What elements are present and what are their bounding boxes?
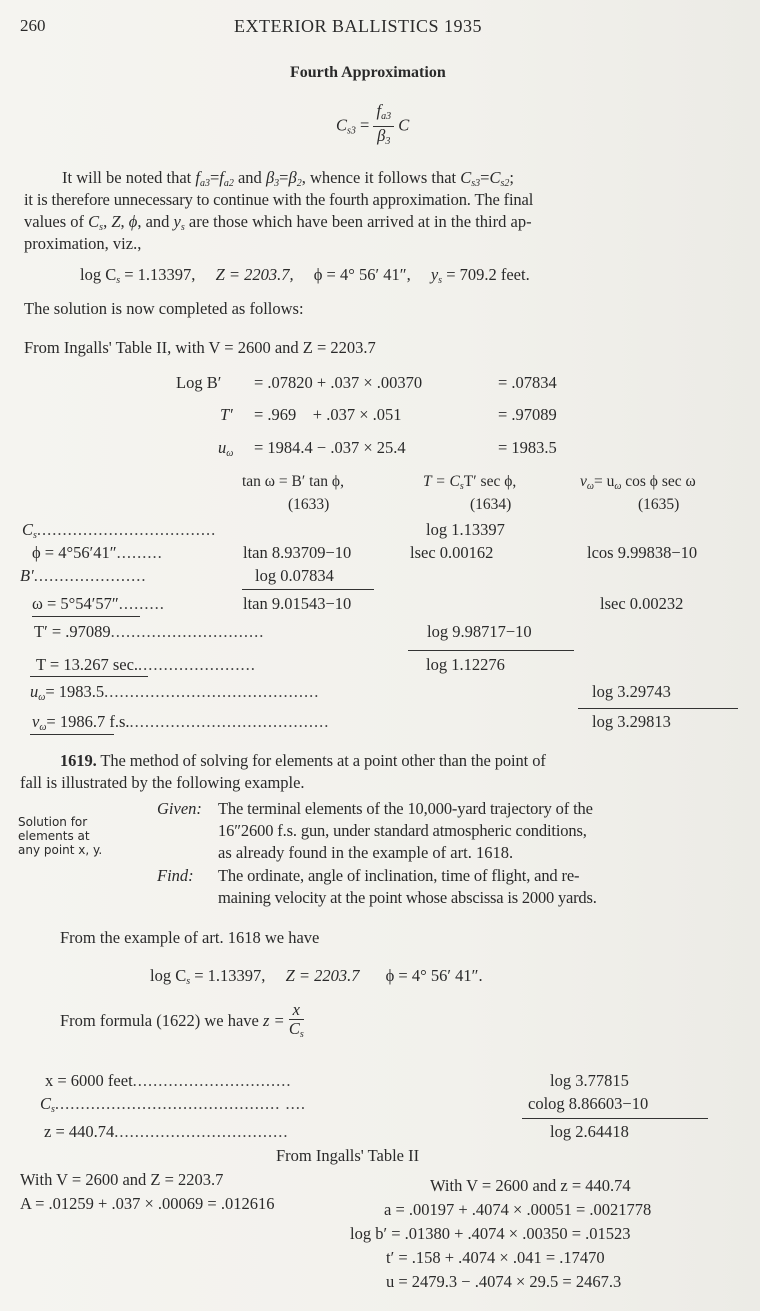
text-fragment: = 1.13397, xyxy=(120,265,196,284)
sum-rule xyxy=(408,650,574,651)
text-fragment: 1619. xyxy=(60,751,97,770)
ingalls2-right-row: u = 2479.3 − .4074 × 29.5 = 2467.3 xyxy=(386,1272,622,1291)
ingalls-row-result: = 1983.5 xyxy=(498,438,557,457)
log-row-label xyxy=(32,594,165,614)
text-fragment: The method of solving for elements at a point other than the point of xyxy=(96,751,546,770)
text-fragment: u xyxy=(30,682,39,701)
text-fragment: s xyxy=(186,976,191,987)
text-fragment: From formula (1622) we have xyxy=(60,1011,263,1030)
solution-intro: The solution is now completed as follows: xyxy=(24,299,304,318)
text-fragment: y xyxy=(173,212,181,231)
text-fragment: z = xyxy=(263,1011,285,1030)
text-fragment: log C xyxy=(150,966,187,985)
z-row-value: colog 8.86603−10 xyxy=(528,1094,649,1113)
dot-leader: ................................... xyxy=(36,520,217,539)
page-number: 260 xyxy=(20,16,46,35)
text-fragment: z = 440.74 xyxy=(44,1122,115,1141)
text-fragment: C xyxy=(40,1094,52,1113)
text-fragment: Z xyxy=(111,212,121,231)
formula-1635-number: (1635) xyxy=(638,496,680,513)
text-fragment: ϕ = 4° 56′ 41″, xyxy=(313,265,411,284)
text-fragment: T = C xyxy=(423,473,460,490)
log-row-value: lsec 0.00162 xyxy=(410,543,494,562)
text-fragment: a2 xyxy=(223,178,234,189)
find-label: Find: xyxy=(157,866,194,885)
text-fragment: C xyxy=(489,168,501,187)
text-fragment: , whence it follows that xyxy=(301,168,461,187)
dot-leader: ......... xyxy=(118,594,165,613)
art-1619-line1 xyxy=(60,751,546,771)
side-note: elements at xyxy=(18,829,90,843)
text-fragment: It will be noted that xyxy=(62,168,196,187)
formula-num: f xyxy=(376,101,382,120)
text-fragment: ω = 5°54′57″ xyxy=(32,594,119,613)
final-values xyxy=(80,265,530,291)
dot-leader: ....................................... xyxy=(129,712,330,731)
given-line: The terminal elements of the 10,000-yard trajectory of the xyxy=(218,799,593,818)
example-values xyxy=(150,966,483,992)
text-fragment: = xyxy=(279,168,289,187)
text-fragment: values of xyxy=(24,212,89,231)
text-fragment: = 1.13397, xyxy=(190,966,266,985)
art-1619-line2: fall is illustrated by the following example. xyxy=(20,773,305,792)
find-line: maining velocity at the point whose abscissa is 2000 yards. xyxy=(218,888,597,907)
sum-rule xyxy=(242,589,374,590)
z-row-label xyxy=(40,1094,306,1120)
log-row-value: log 1.13397 xyxy=(426,520,505,539)
text-fragment: = xyxy=(360,115,374,135)
formula-1633-number: (1633) xyxy=(288,496,330,513)
dot-leader: ....................... xyxy=(138,655,256,674)
text-fragment: T′ = .97089 xyxy=(34,622,111,641)
text-fragment: s xyxy=(459,481,464,492)
text-fragment: , and xyxy=(137,212,174,231)
formula-num-sub: a3 xyxy=(381,111,392,122)
text-fragment: ω xyxy=(39,722,47,733)
text-fragment: β xyxy=(265,168,275,187)
ingalls-row-lhs: T′ xyxy=(220,405,233,424)
side-note: any point x, y. xyxy=(18,843,103,857)
text-fragment: ω xyxy=(38,692,46,703)
z-row-label xyxy=(44,1122,289,1142)
ingalls2-right-row: t′ = .158 + .4074 × .041 = .17470 xyxy=(386,1248,605,1267)
ingalls-row-expr: = .07820 + .037 × .00370 xyxy=(254,373,423,392)
text-fragment: log C xyxy=(80,265,117,284)
formula-1622-fraction xyxy=(289,1001,304,1044)
text-fragment: ϕ xyxy=(128,212,138,231)
text-fragment: are those which have been arrived at in the third ap- xyxy=(184,212,532,231)
text-fragment: Z = 2203.7, xyxy=(215,265,294,284)
text-fragment: s xyxy=(51,1104,55,1115)
dot-leader: ......... xyxy=(116,543,163,562)
find-line: The ordinate, angle of inclination, time of flight, and re- xyxy=(218,866,580,885)
dot-leader: ............................................ .... xyxy=(54,1094,307,1113)
formula-lhs: C xyxy=(336,115,348,135)
formula-rhs: C xyxy=(398,115,410,135)
text-fragment: C xyxy=(22,520,34,539)
formula-1633: tan ω = B′ tan ϕ, xyxy=(242,473,344,490)
log-row-label xyxy=(34,622,264,642)
ingalls-intro: From Ingalls' Table II, with V = 2600 and Z = 2203.7 xyxy=(24,338,376,357)
text-fragment: a3 xyxy=(199,178,210,189)
log-row-value: lcos 9.99838−10 xyxy=(587,543,698,562)
text-fragment: T′ sec ϕ, xyxy=(463,473,517,490)
text-fragment: s2 xyxy=(500,178,510,189)
text-fragment: ω xyxy=(586,481,594,492)
text-fragment: , xyxy=(103,212,112,231)
text-fragment: s3 xyxy=(471,178,481,189)
dot-leader: .............................. xyxy=(110,622,265,641)
text-fragment: f xyxy=(195,168,200,187)
ingalls-row-result: = .07834 xyxy=(498,373,557,392)
ingalls-row-lhs xyxy=(218,438,233,464)
text-fragment: s xyxy=(299,1028,304,1040)
ingalls-row-lhs: Log B′ xyxy=(176,373,222,392)
log-row-label xyxy=(36,655,256,675)
ingalls2-right-head: With V = 2600 and z = 440.74 xyxy=(430,1176,631,1195)
text-fragment: ϕ = 4° 56′ 41″. xyxy=(385,966,483,985)
given-label: Given: xyxy=(157,799,202,818)
dot-leader: ............................... xyxy=(132,1071,292,1090)
text-fragment: = 1983.5 xyxy=(45,682,105,701)
log-row-value: ltan 9.01543−10 xyxy=(243,594,352,613)
text-fragment: s xyxy=(99,222,104,233)
ingalls2-right-row: a = .00197 + .4074 × .00051 = .0021778 xyxy=(384,1200,652,1219)
text-fragment: and xyxy=(233,168,266,187)
section-title: Fourth Approximation xyxy=(290,64,446,81)
text-fragment: ϕ = 4°56′41″ xyxy=(32,543,117,562)
ingalls2-left-row: A = .01259 + .037 × .00069 = .012616 xyxy=(20,1194,275,1213)
ingalls2-right-row: log b′ = .01380 + .4074 × .00350 = .01523 xyxy=(350,1224,631,1243)
running-title: EXTERIOR BALLISTICS 1935 xyxy=(234,16,482,36)
text-fragment: Z = 2203.7 xyxy=(285,966,360,985)
text-fragment: y xyxy=(430,265,439,284)
underline-rule xyxy=(32,616,140,617)
dot-leader: .......................................... xyxy=(104,682,320,701)
dot-leader: ...................... xyxy=(33,566,147,585)
formula-1634-number: (1634) xyxy=(470,496,512,513)
fourth-approx-formula xyxy=(336,102,409,148)
dot-leader: .................................. xyxy=(114,1122,289,1141)
log-row-value: log 9.98717−10 xyxy=(427,622,532,641)
formula-1635 xyxy=(580,472,696,497)
ingalls-row-result: = .97089 xyxy=(498,405,557,424)
z-row-value: log 2.64418 xyxy=(550,1122,629,1141)
ingalls2-title: From Ingalls' Table II xyxy=(276,1146,420,1165)
text-fragment: ; xyxy=(509,168,514,187)
underline-rule xyxy=(30,676,148,677)
log-row-value: log 3.29743 xyxy=(592,682,671,701)
text-fragment: s xyxy=(33,530,37,541)
formula-1634 xyxy=(423,472,516,497)
text-fragment: v xyxy=(580,473,587,490)
formula-1622-line xyxy=(60,996,304,1046)
para1-line2: it is therefore unnecessary to continue with the fourth approximation. The final xyxy=(24,190,534,209)
given-line: as already found in the example of art. 1618. xyxy=(218,843,514,862)
text-fragment: β xyxy=(288,168,297,187)
text-fragment: ω xyxy=(614,481,622,492)
text-fragment: B′ xyxy=(20,566,34,585)
formula-fraction xyxy=(373,102,394,151)
text-fragment: C xyxy=(288,1018,300,1038)
text-fragment: x xyxy=(289,1001,304,1020)
text-fragment xyxy=(289,1020,304,1044)
text-fragment xyxy=(373,102,394,127)
log-row-label xyxy=(30,682,319,708)
z-row-value: log 3.77815 xyxy=(550,1071,629,1090)
log-row-value: lsec 0.00232 xyxy=(600,594,684,613)
text-fragment: = u xyxy=(593,473,615,490)
text-fragment: v xyxy=(32,712,40,731)
text-fragment: C xyxy=(88,212,100,231)
formula-den-sub: 3 xyxy=(385,136,391,147)
sum-rule xyxy=(578,708,738,709)
para1-line4: proximation, viz., xyxy=(24,234,142,253)
text-fragment: cos ϕ sec ω xyxy=(621,473,696,490)
underline-rule xyxy=(30,734,114,735)
log-row-value: ltan 8.93709−10 xyxy=(243,543,352,562)
text-fragment: x = 6000 feet xyxy=(45,1071,133,1090)
text-fragment: s xyxy=(180,222,185,233)
formula-lhs-sub: s3 xyxy=(347,125,356,137)
text-fragment: C xyxy=(460,168,472,187)
text-fragment: f xyxy=(219,168,224,187)
sum-rule xyxy=(522,1118,708,1119)
text-fragment: = 709.2 feet. xyxy=(442,265,530,284)
text-fragment: 2 xyxy=(296,178,302,189)
side-note: Solution for xyxy=(18,815,88,829)
text-fragment: s xyxy=(116,275,121,286)
log-row-value: log 1.12276 xyxy=(426,655,505,674)
text-fragment: u xyxy=(218,438,227,457)
log-row-label xyxy=(32,543,163,563)
text-fragment: s xyxy=(438,275,443,286)
text-fragment: , xyxy=(120,212,129,231)
ingalls2-left-head: With V = 2600 and Z = 2203.7 xyxy=(20,1170,224,1189)
ingalls-row-expr: = .969 + .037 × .051 xyxy=(254,405,402,424)
text-fragment: = 1986.7 f.s. xyxy=(46,712,130,731)
text-fragment: T = 13.267 sec. xyxy=(36,655,139,674)
log-row-value: log 3.29813 xyxy=(592,712,671,731)
formula-den: β xyxy=(377,126,386,145)
log-row-label xyxy=(20,566,146,586)
log-row-value: log 0.07834 xyxy=(255,566,334,585)
text-fragment xyxy=(373,127,394,151)
z-row-label xyxy=(45,1071,292,1091)
text-fragment: = xyxy=(480,168,490,187)
given-line: 16″2600 f.s. gun, under standard atmospheric conditions, xyxy=(218,821,587,840)
text-fragment: 3 xyxy=(274,178,280,189)
text-fragment: ω xyxy=(226,448,234,459)
text-fragment: = xyxy=(209,168,220,187)
from-example: From the example of art. 1618 we have xyxy=(60,928,320,947)
ingalls-row-expr: = 1984.4 − .037 × 25.4 xyxy=(254,438,406,457)
